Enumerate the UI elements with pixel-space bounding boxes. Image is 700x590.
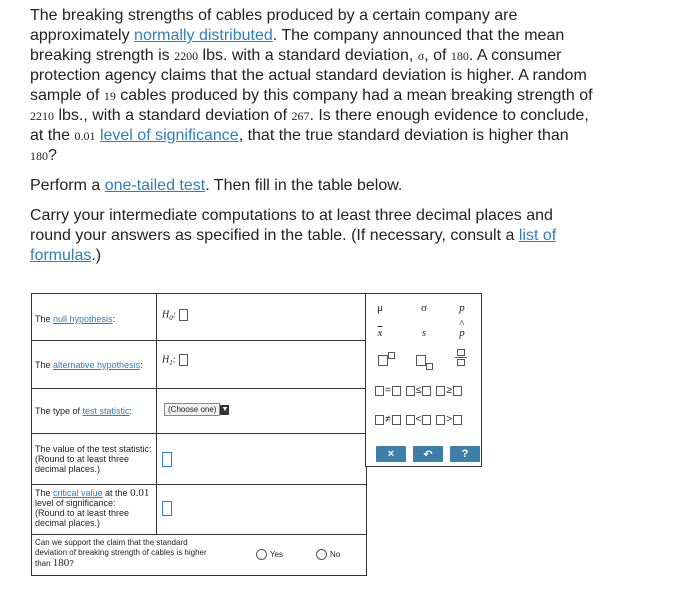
problem-text (30, 6, 596, 276)
exponent-box (388, 352, 395, 359)
denominator-box (457, 359, 465, 366)
level-of-significance-link[interactable]: level of significance (99, 127, 239, 144)
alpha-value: 0.01 (130, 487, 150, 499)
no-radio[interactable] (316, 549, 340, 560)
support-claim-label (35, 538, 207, 569)
base-box (378, 355, 388, 366)
test-statistic-link[interactable]: test statistic (82, 406, 130, 416)
label-text: than (35, 559, 53, 568)
problem-text-segment: .) (91, 247, 102, 264)
critical-value-label (35, 488, 149, 528)
problem-text-segment: . Is there enough evidence to conclude, at the (30, 107, 589, 144)
problem-text-segment: The breaking strengths of cables produced by a certain company are approximately (30, 7, 518, 44)
label-line: Can we support the claim that the standard (35, 538, 188, 547)
problem-text-segment: , that the true standard deviation is higher than (238, 127, 569, 144)
operand-box (392, 415, 401, 425)
base-box (416, 355, 426, 366)
answer-table (31, 293, 367, 576)
one-tailed-test-link[interactable]: one-tailed test (104, 177, 206, 194)
clear-button[interactable]: × (376, 446, 406, 462)
superscript-key[interactable] (378, 352, 395, 370)
s-key[interactable]: s (421, 327, 427, 339)
test-statistic-value-label (35, 444, 152, 474)
problem-text-segment: ? (48, 147, 57, 164)
problem-text-segment: lbs., with a standard deviation of (54, 107, 292, 124)
yes-radio[interactable] (256, 549, 283, 560)
alternative-hypothesis-row (32, 340, 366, 389)
label-line: deviation of breaking strength of cables is higher (35, 548, 207, 557)
greater-than-key[interactable]: > (446, 414, 453, 425)
problem-paragraph (30, 6, 596, 166)
test-statistic-type-row (32, 388, 366, 434)
problem-text-segment: , of (424, 47, 451, 64)
no-label: No (330, 550, 341, 559)
label-text: ? (69, 559, 74, 568)
test-statistic-value-input[interactable] (162, 452, 172, 469)
keypad-action-buttons (376, 446, 480, 462)
critical-value-input[interactable] (162, 501, 172, 518)
test-statistic-box[interactable] (162, 452, 172, 467)
sigma-value: 180 (52, 557, 70, 569)
less-equal-key[interactable]: ≤ (415, 385, 422, 396)
operand-box (375, 386, 384, 396)
hat-accent: ^ (459, 318, 465, 330)
test-statistic-dropdown[interactable] (164, 403, 229, 416)
test-statistic-type-label (35, 406, 132, 416)
operand-box (453, 386, 462, 396)
label-line: The value of the test statistic: (35, 444, 152, 454)
problem-text-segment: . The company announced that the mean breaking strength is (30, 27, 565, 64)
sample-sd: 267 (291, 109, 310, 123)
mu-key[interactable]: μ (377, 302, 383, 314)
operand-box (422, 386, 431, 396)
phat-label: p (459, 327, 465, 339)
problem-text-segment: . Then fill in the table below. (205, 177, 403, 194)
undo-button[interactable]: ↶ (413, 446, 443, 462)
problem-text-segment: lbs. with a standard deviation, (198, 47, 418, 64)
alternative-hypothesis-label (35, 360, 143, 370)
alpha-value: 0.01 (74, 129, 96, 143)
sample-mean: 2210 (30, 109, 54, 123)
rounding-paragraph (30, 206, 596, 266)
critical-value-row (32, 484, 366, 535)
alternative-hypothesis-box[interactable] (179, 354, 188, 366)
normally-distributed-link[interactable]: normally distributed (134, 27, 273, 44)
h1-subscript: 1 (169, 359, 173, 368)
alternative-hypothesis-input[interactable] (162, 354, 188, 367)
operand-box (436, 415, 445, 425)
problem-text-segment: cables produced by this company had a mean breaking strength of (115, 87, 593, 104)
label-line: decimal places.) (35, 464, 101, 474)
list-of-formulas-link[interactable]: list of formulas (30, 227, 557, 264)
xbar-key[interactable]: $\overline{x}$ (377, 327, 383, 339)
operand-box (406, 415, 415, 425)
test-statistic-value-row (32, 433, 366, 485)
radio-circle[interactable] (316, 549, 327, 560)
label-text: The (35, 314, 54, 324)
alternative-hypothesis-link[interactable]: alternative hypothesis (53, 360, 141, 370)
label-text: The (35, 360, 54, 370)
not-equal-key[interactable]: ≠ (385, 414, 391, 425)
sigma-value: 180 (450, 49, 469, 63)
chevron-down-icon[interactable]: ▼ (221, 405, 229, 413)
h1-symbol: H (162, 354, 170, 366)
label-text: : (129, 406, 133, 416)
operand-box (453, 415, 462, 425)
subscript-key[interactable] (416, 352, 433, 370)
equals-key[interactable]: = (385, 385, 391, 396)
mean-value: 2200 (174, 49, 199, 63)
p-key[interactable]: p (459, 302, 465, 314)
fraction-key[interactable] (455, 349, 467, 366)
label-text: The type of (35, 406, 83, 416)
null-hypothesis-row (32, 294, 366, 341)
less-than-key[interactable]: < (415, 414, 422, 425)
null-hypothesis-input[interactable] (162, 309, 188, 322)
critical-value-link[interactable]: critical value (53, 488, 103, 498)
critical-value-box[interactable] (162, 501, 172, 516)
label-text: The (35, 488, 54, 498)
phat-glyph (459, 318, 465, 339)
h0-symbol: H (162, 309, 170, 321)
problem-text-segment: . A consumer protection agency claims that the actual standard deviation is higher. A random sample of (30, 47, 587, 104)
label-line (35, 488, 149, 498)
operand-box (422, 415, 431, 425)
label-text: : (140, 360, 143, 370)
help-button[interactable]: ? (450, 446, 480, 462)
operator-row-1 (375, 385, 462, 396)
label-text: at the (102, 488, 131, 498)
operand-box (406, 386, 415, 396)
support-claim-row (32, 534, 366, 575)
sigma-symbol: σ (417, 49, 425, 63)
subscript-box (426, 363, 433, 370)
label-line (35, 558, 207, 569)
null-hypothesis-link[interactable]: null hypothesis (53, 314, 113, 324)
instruction-paragraph (30, 176, 596, 196)
label-line: (Round to at least three (35, 508, 130, 518)
symbol-keypad (365, 293, 482, 467)
greater-equal-key[interactable]: ≥ (446, 385, 452, 396)
sample-size: 19 (103, 89, 116, 103)
sigma-key[interactable]: σ (421, 302, 427, 314)
sigma-value-2: 180 (30, 149, 48, 163)
dropdown-value[interactable]: (Choose one) (164, 403, 220, 416)
null-hypothesis-box[interactable] (179, 309, 188, 321)
label-line: (Round to at least three (35, 454, 130, 464)
operand-box (436, 386, 445, 396)
colon: : (172, 354, 177, 366)
radio-circle[interactable] (256, 549, 267, 560)
null-hypothesis-label (35, 314, 115, 324)
operand-box (392, 386, 401, 396)
phat-key[interactable] (452, 318, 472, 339)
colon: : (172, 309, 177, 321)
label-line: decimal places.) (35, 518, 101, 528)
label-text: : (112, 314, 116, 324)
problem-text-segment: Perform a (30, 177, 105, 194)
operator-row-2 (375, 414, 462, 425)
yes-label: Yes (270, 550, 284, 559)
operand-box (375, 415, 384, 425)
numerator-box (457, 349, 465, 356)
label-line: level of significance: (35, 498, 116, 508)
h0-subscript: 0 (169, 314, 173, 323)
problem-text-segment: Carry your intermediate computations to at least three decimal places and round your answers as specified in the table. (If necessary, consult a (30, 207, 553, 244)
fraction-bar (455, 357, 467, 358)
